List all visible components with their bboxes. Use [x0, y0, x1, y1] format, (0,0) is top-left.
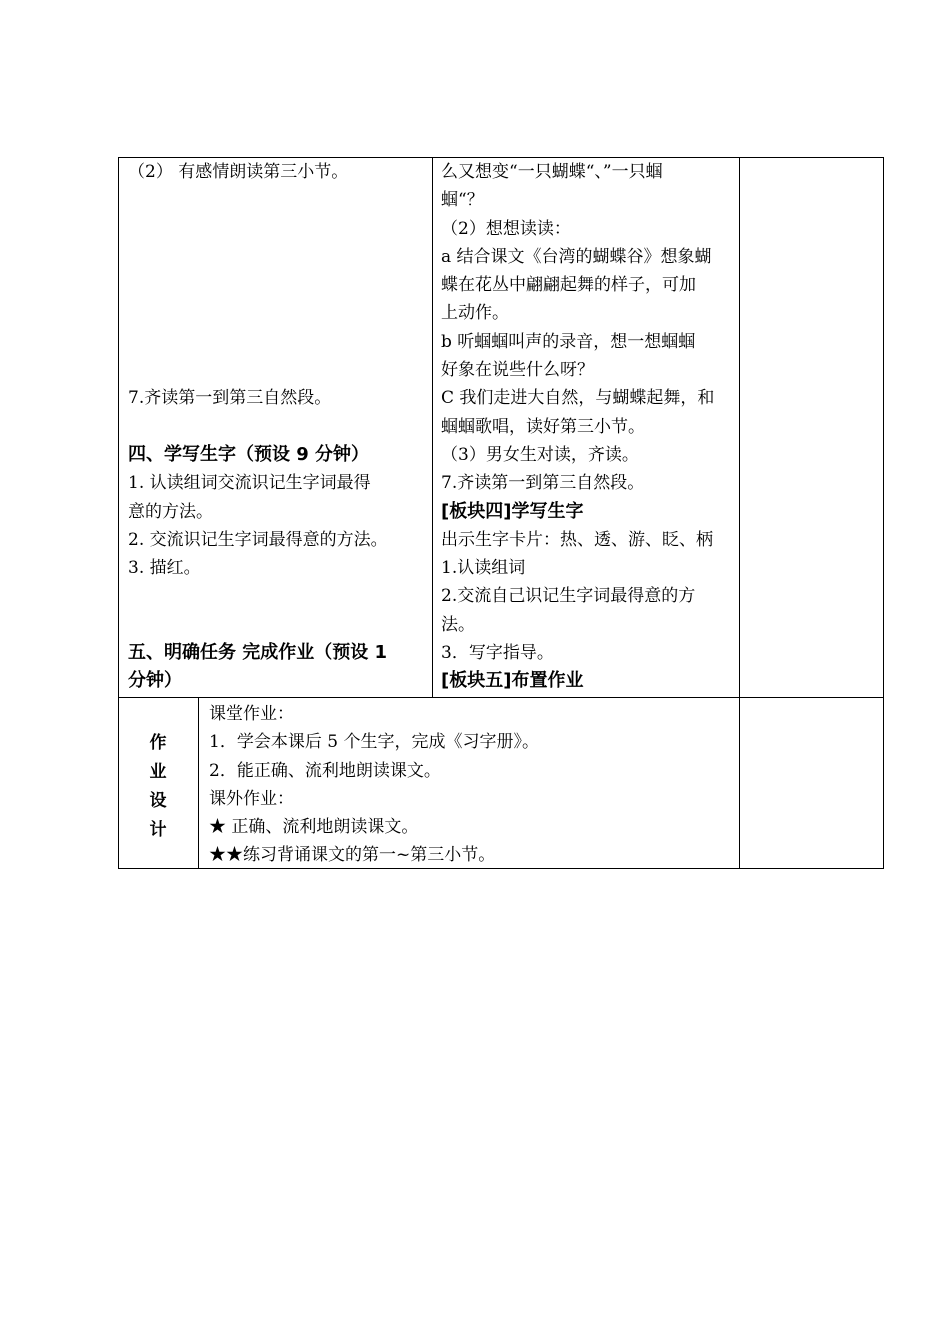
- homework-header-char: 业: [149, 762, 167, 782]
- text-line: 2. 交流识记生字词最得意的方法。: [128, 529, 388, 550]
- text-line: [128, 243, 428, 271]
- text-line: 么又想变“一只蝴蝶“、”一只蝈: [441, 162, 663, 182]
- text-line: 1．学会本课后 5 个生字，完成《习字册》。: [209, 732, 539, 753]
- notes-cell-bottom: [740, 698, 883, 868]
- section-heading: 分钟）: [128, 670, 182, 692]
- text-line: （3）男女生对读，齐读。: [441, 444, 639, 465]
- text-line: C 我们走进大自然，与蝴蝶起舞，和: [441, 388, 715, 409]
- text-line: 课堂作业：: [209, 704, 294, 724]
- homework-header-char: 作: [149, 733, 167, 753]
- text-line: 蝶在花丛中翩翩起舞的样子，可加: [441, 275, 696, 296]
- section-heading: 四、学写生字（预设 9 分钟）: [128, 443, 370, 465]
- text-line: 3．写字指导。: [441, 643, 554, 664]
- text-line: 2.交流自己识记生字词最得意的方: [441, 586, 696, 607]
- text-line: [128, 186, 428, 214]
- homework-header-char: 设: [149, 791, 167, 811]
- text-line: 上动作。: [441, 303, 509, 324]
- text-line: 7.齐读第一到第三自然段。: [128, 388, 332, 409]
- text-line: 3. 描红。: [128, 558, 201, 579]
- text-line: 7.齐读第一到第三自然段。: [441, 473, 645, 494]
- text-line: [128, 328, 428, 356]
- homework-header-divider: [198, 697, 199, 869]
- text-line: （2）想想读读：: [441, 218, 571, 239]
- text-line: 蝈蝈歌唱，读好第三小节。: [441, 416, 645, 437]
- column-divider-middle: [432, 157, 433, 698]
- text-line: b 听蝈蝈叫声的录音，想一想蝈蝈: [441, 331, 696, 352]
- section-heading: 五、明确任务 完成作业（预设 1: [128, 642, 388, 664]
- text-line: 出示生字卡片：热、透、游、眨、柄: [441, 529, 713, 550]
- text-line: [128, 215, 428, 243]
- text-line: [128, 299, 428, 327]
- text-line: [128, 611, 428, 639]
- table-border-right: [883, 157, 884, 869]
- text-line: （2） 有感情朗读第三小节。: [128, 162, 349, 182]
- text-line: 好象在说些什么呀？: [441, 360, 594, 381]
- section-heading: [板块五]布置作业: [441, 670, 584, 692]
- text-line: [128, 356, 428, 384]
- text-line: 课外作业：: [209, 788, 294, 809]
- text-line: [128, 271, 428, 299]
- text-line: ★★练习背诵课文的第一~第三小节。: [209, 845, 496, 866]
- section-heading: [板块四]学写生字: [441, 500, 584, 522]
- text-line: 2．能正确、流利地朗读课文。: [209, 760, 441, 781]
- text-line: 法。: [441, 614, 475, 635]
- text-line: [128, 582, 428, 610]
- text-line: 1. 认读组词交流识记生字词最得: [128, 473, 371, 494]
- student-activities-cell: [441, 158, 737, 696]
- text-line: ★ 正确、流利地朗读课文。: [209, 817, 419, 838]
- homework-cell: [209, 700, 734, 870]
- notes-cell-top: [740, 158, 883, 697]
- text-line: 1.认读组词: [441, 558, 526, 579]
- homework-header-char: 计: [149, 820, 167, 840]
- text-line: a 结合课文《台湾的蝴蝶谷》想象蝴: [441, 246, 712, 267]
- text-line: [128, 413, 428, 441]
- text-line: 蝈“？: [441, 190, 484, 211]
- teaching-steps-cell: [128, 158, 428, 696]
- text-line: 意的方法。: [128, 501, 213, 522]
